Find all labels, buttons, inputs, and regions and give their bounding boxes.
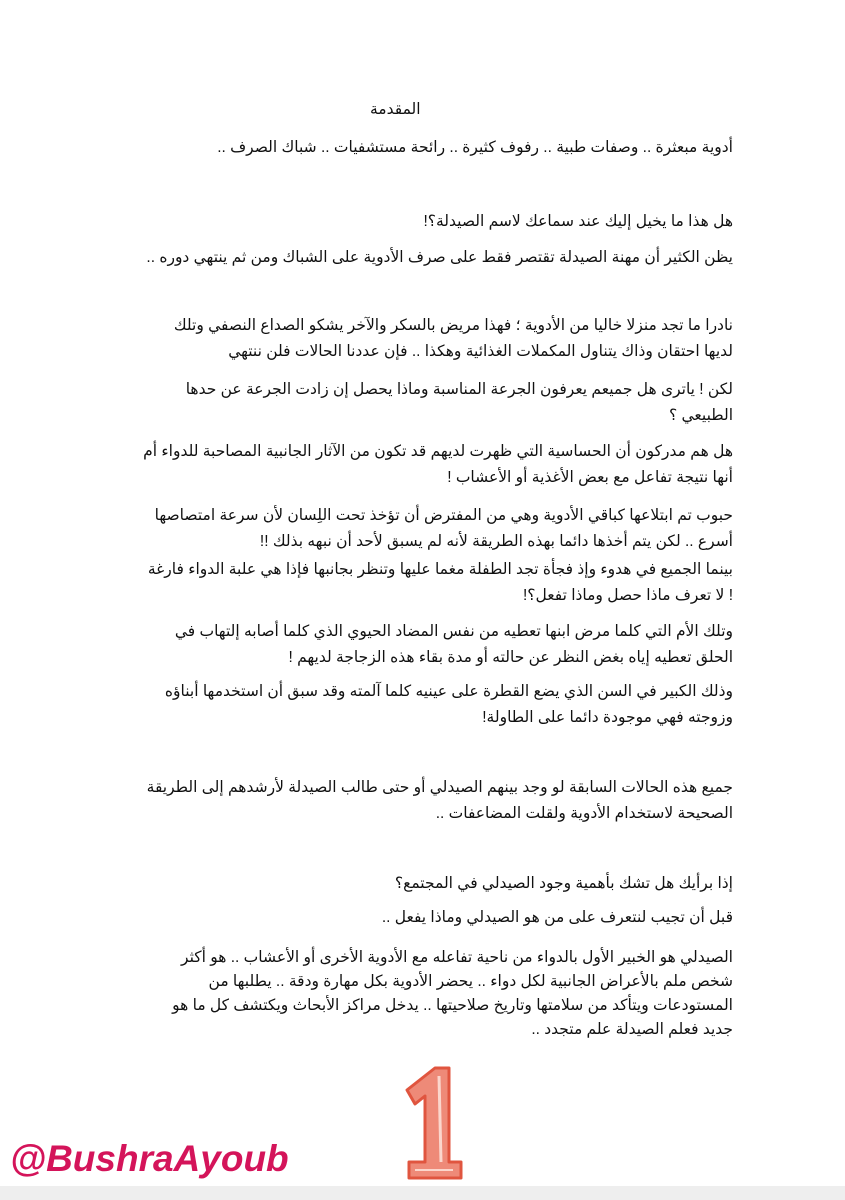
text-line: جديد فعلم الصيدلة علم متجدد .. xyxy=(531,1021,733,1038)
text-line: الحلق تعطيه إياه بغض النظر عن حالته أو مدة بقاء هذه الزجاجة لديهم ! xyxy=(288,649,733,666)
text-line: وزوجته فهي موجودة دائما على الطاولة! xyxy=(482,709,733,726)
text-line: أنها نتيجة تفاعل مع بعض الأغذية أو الأعشاب ! xyxy=(447,469,733,486)
text-line: شخص ملم بالأعراض الجانبية لكل دواء .. يحضر الأدوية بكل مهارة ودقة .. يطلبها من xyxy=(208,973,733,990)
text-line: بينما الجميع في هدوء وإذ فجأة تجد الطفلة مغما عليها وتنظر بجانبها فإذا هي علبة الدواء فارغة xyxy=(147,561,733,578)
page-title: المقدمة xyxy=(370,101,421,118)
author-handle-watermark: @BushraAyoub xyxy=(10,1138,289,1179)
text-line: الصحيحة لاستخدام الأدوية ولقلت المضاعفات .. xyxy=(435,805,733,822)
text-line: المستودعات ويتأكد من سلامتها وتاريخ صلاحيتها .. يدخل مراكز الأبحاث ويكتشف كل ما هو xyxy=(172,997,733,1014)
text-line: جميع هذه الحالات السابقة لو وجد بينهم الصيدلي أو حتى طالب الصيدلة لأرشدهم إلى الطريقة xyxy=(146,779,733,796)
text-line: لديها احتقان وذاك يتناول المكملات الغذائية وهكذا .. فإن عددنا الحالات فلن ننتهي xyxy=(228,343,733,360)
text-line: هل هم مدركون أن الحساسية التي ظهرت لديهم قد تكون من الآثار الجانبية المصاحبة للدواء أم xyxy=(143,443,733,460)
text-line: حبوب تم ابتلاعها كباقي الأدوية وهي من المفترض أن تؤخذ تحت اللِسان لأن سرعة امتصاصها xyxy=(154,507,733,524)
text-line: الصيدلي هو الخبير الأول بالدواء من ناحية تفاعله مع الأدوية الأخرى أو الأعشاب .. هو أكثر xyxy=(181,949,733,966)
text-line: نادرا ما تجد منزلا خاليا من الأدوية ؛ فهذا مريض بالسكر والآخر يشكو الصداع النصفي وتلك xyxy=(173,317,733,334)
text-line: أسرع .. لكن يتم أخذها دائما بهذه الطريقة لأنه لم يسبق لأحد أن نبهه بذلك !! xyxy=(259,533,733,550)
footer-bar xyxy=(0,1186,845,1200)
text-line: الطبيعي ؟ xyxy=(668,407,733,424)
text-line: وذلك الكبير في السن الذي يضع القطرة على عينيه كلما آلمته وقد سبق أن استخدمها أبناؤه xyxy=(164,683,733,700)
text-line: وتلك الأم التي كلما مرض ابنها تعطيه من نفس المضاد الحيوي الذي كلما أصابه إلتهاب في xyxy=(174,623,733,640)
page-number-graphic xyxy=(395,1062,465,1182)
text-line: أدوية مبعثرة .. وصفات طبية .. رفوف كثيرة .. رائحة مستشفيات .. شباك الصرف .. xyxy=(217,139,733,156)
text-line: هل هذا ما يخيل إليك عند سماعك لاسم الصيدلة؟! xyxy=(423,213,733,230)
page-number-badge xyxy=(395,1062,465,1187)
text-line: ! لا تعرف ماذا حصل وماذا تفعل؟! xyxy=(522,587,733,604)
text-line: لكن ! ياترى هل جميعم يعرفون الجرعة المناسبة وماذا يحصل إن زادت الجرعة عن حدها xyxy=(185,381,733,398)
text-line: قبل أن تجيب لنتعرف على من هو الصيدلي وماذا يفعل .. xyxy=(381,909,733,926)
text-line: يظن الكثير أن مهنة الصيدلة تقتصر فقط على صرف الأدوية على الشباك ومن ثم ينتهي دوره .. xyxy=(146,249,733,266)
text-line: إذا برأيك هل تشك بأهمية وجود الصيدلي في المجتمع؟ xyxy=(394,875,733,892)
